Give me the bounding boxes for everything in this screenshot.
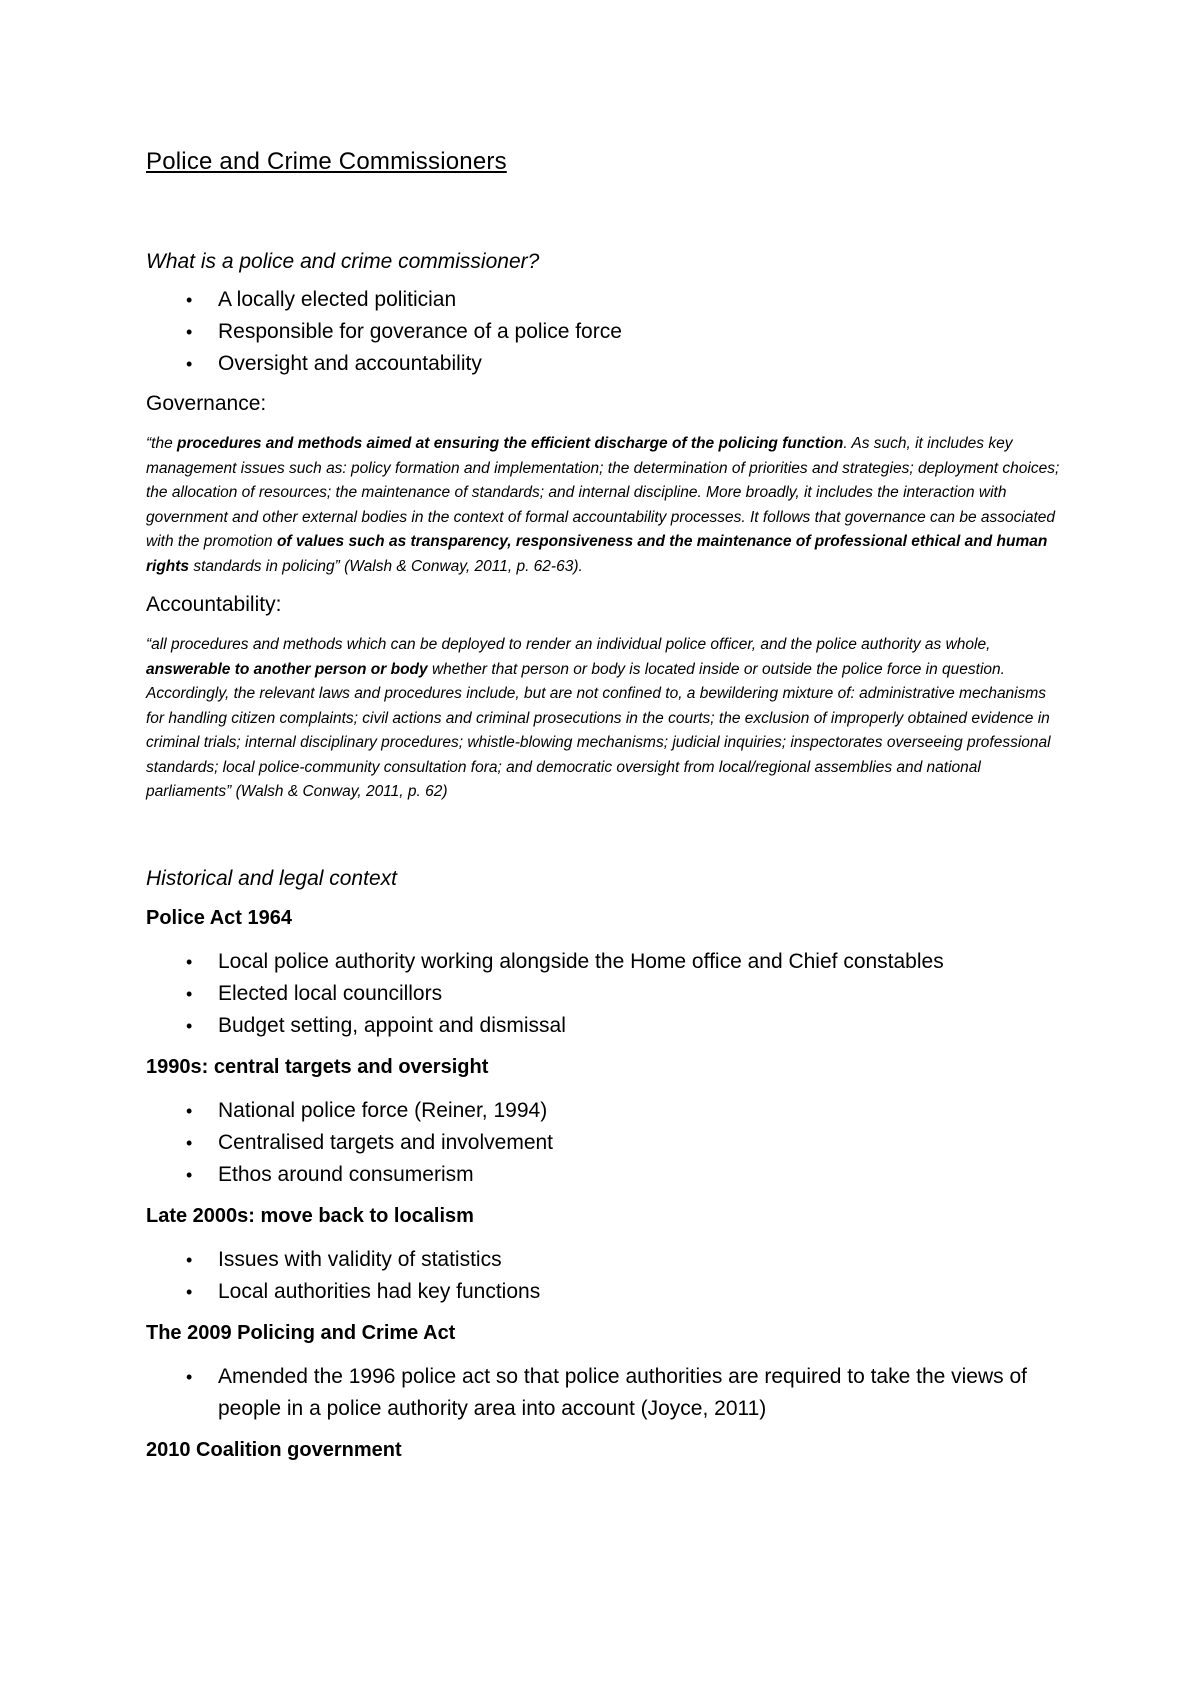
list-item: • National police force (Reiner, 1994): [146, 1095, 1066, 1127]
list-item: • Centralised targets and involvement: [146, 1127, 1066, 1159]
list-item: • Responsible for goverance of a police force: [146, 316, 1066, 348]
bullet-icon: •: [186, 322, 193, 342]
2009-act-list: [146, 1361, 1066, 1425]
list-item: • Amended the 1996 police act so that police authorities are required to take the views of people in a police authority area into account (Joyce, 2011): [146, 1361, 1066, 1425]
bullet-icon: •: [186, 354, 193, 374]
bullet-icon: •: [186, 1249, 193, 1270]
document-title: Police and Crime Commissioners: [146, 148, 507, 175]
section-title-1990s: 1990s: central targets and oversight: [146, 1055, 489, 1078]
history-heading: Historical and legal context: [146, 866, 397, 890]
police-act-1964-list: [146, 946, 1066, 1042]
governance-quote: “the procedures and methods aimed at ensuring the efficient discharge of the policing function. As such, it includes key management issues such as: policy formation and implementation; the determination of priorities and strategies; deployment choices; the allocation of resources; the maintenance of standards; and internal discipline. More broadly, it includes the interaction with government and other external bodies in the context of formal accountability processes. It follows that governance can be associated with the promotion of values such as transparency, responsiveness and the maintenance of professional ethical and human rights standards in policing” (Walsh & Conway, 2011, p. 62-63).: [146, 435, 1060, 575]
list-item: • A locally elected politician: [146, 284, 1066, 316]
section-title-police-act-1964: Police Act 1964: [146, 906, 293, 929]
intro-question: What is a police and crime commissioner?: [146, 250, 540, 273]
1990s-list: [146, 1095, 1066, 1191]
list-item: • Oversight and accountability: [146, 348, 1066, 380]
late-2000s-list: [146, 1244, 1066, 1308]
list-item: • Elected local councillors: [146, 978, 1066, 1010]
bullet-icon: •: [186, 983, 193, 1004]
document-page: [146, 140, 1066, 1462]
bullet-icon: •: [186, 1132, 193, 1153]
bullet-icon: •: [186, 1015, 193, 1036]
section-title-2010-coalition: 2010 Coalition government: [146, 1438, 402, 1461]
accountability-label: Accountability:: [146, 593, 282, 616]
bullet-icon: •: [186, 1366, 193, 1387]
bullet-icon: •: [186, 290, 193, 310]
intro-bullet-list: [146, 284, 1066, 380]
section-title-2009-act: The 2009 Policing and Crime Act: [146, 1321, 456, 1344]
list-item: • Local authorities had key functions: [146, 1276, 1066, 1308]
bullet-icon: •: [186, 1164, 193, 1185]
bullet-icon: •: [186, 1281, 193, 1302]
list-item: • Issues with validity of statistics: [146, 1244, 1066, 1276]
section-title-late-2000s: Late 2000s: move back to localism: [146, 1204, 474, 1227]
accountability-quote: “all procedures and methods which can be deployed to render an individual police officer, and the police authority as whole, answerable to another person or body whether that person or body is located inside or outside the police force in question. Accordingly, the relevant laws and procedures include, but are not confined to, a bewildering mixture of: administrative mechanisms for handling citizen complaints; civil actions and criminal prosecutions in the courts; the exclusion of improperly obtained evidence in criminal trials; internal disciplinary procedures; whistle-blowing mechanisms; judicial inquiries; inspectorates overseeing professional standards; local police-community consultation fora; and democratic oversight from local/regional assemblies and national parliaments” (Walsh & Conway, 2011, p. 62): [146, 636, 1051, 800]
bullet-icon: •: [186, 1100, 193, 1121]
governance-label: Governance:: [146, 392, 267, 415]
bullet-icon: •: [186, 951, 193, 972]
list-item: • Local police authority working alongside the Home office and Chief constables: [146, 946, 1066, 978]
list-item: • Ethos around consumerism: [146, 1159, 1066, 1191]
list-item: • Budget setting, appoint and dismissal: [146, 1010, 1066, 1042]
